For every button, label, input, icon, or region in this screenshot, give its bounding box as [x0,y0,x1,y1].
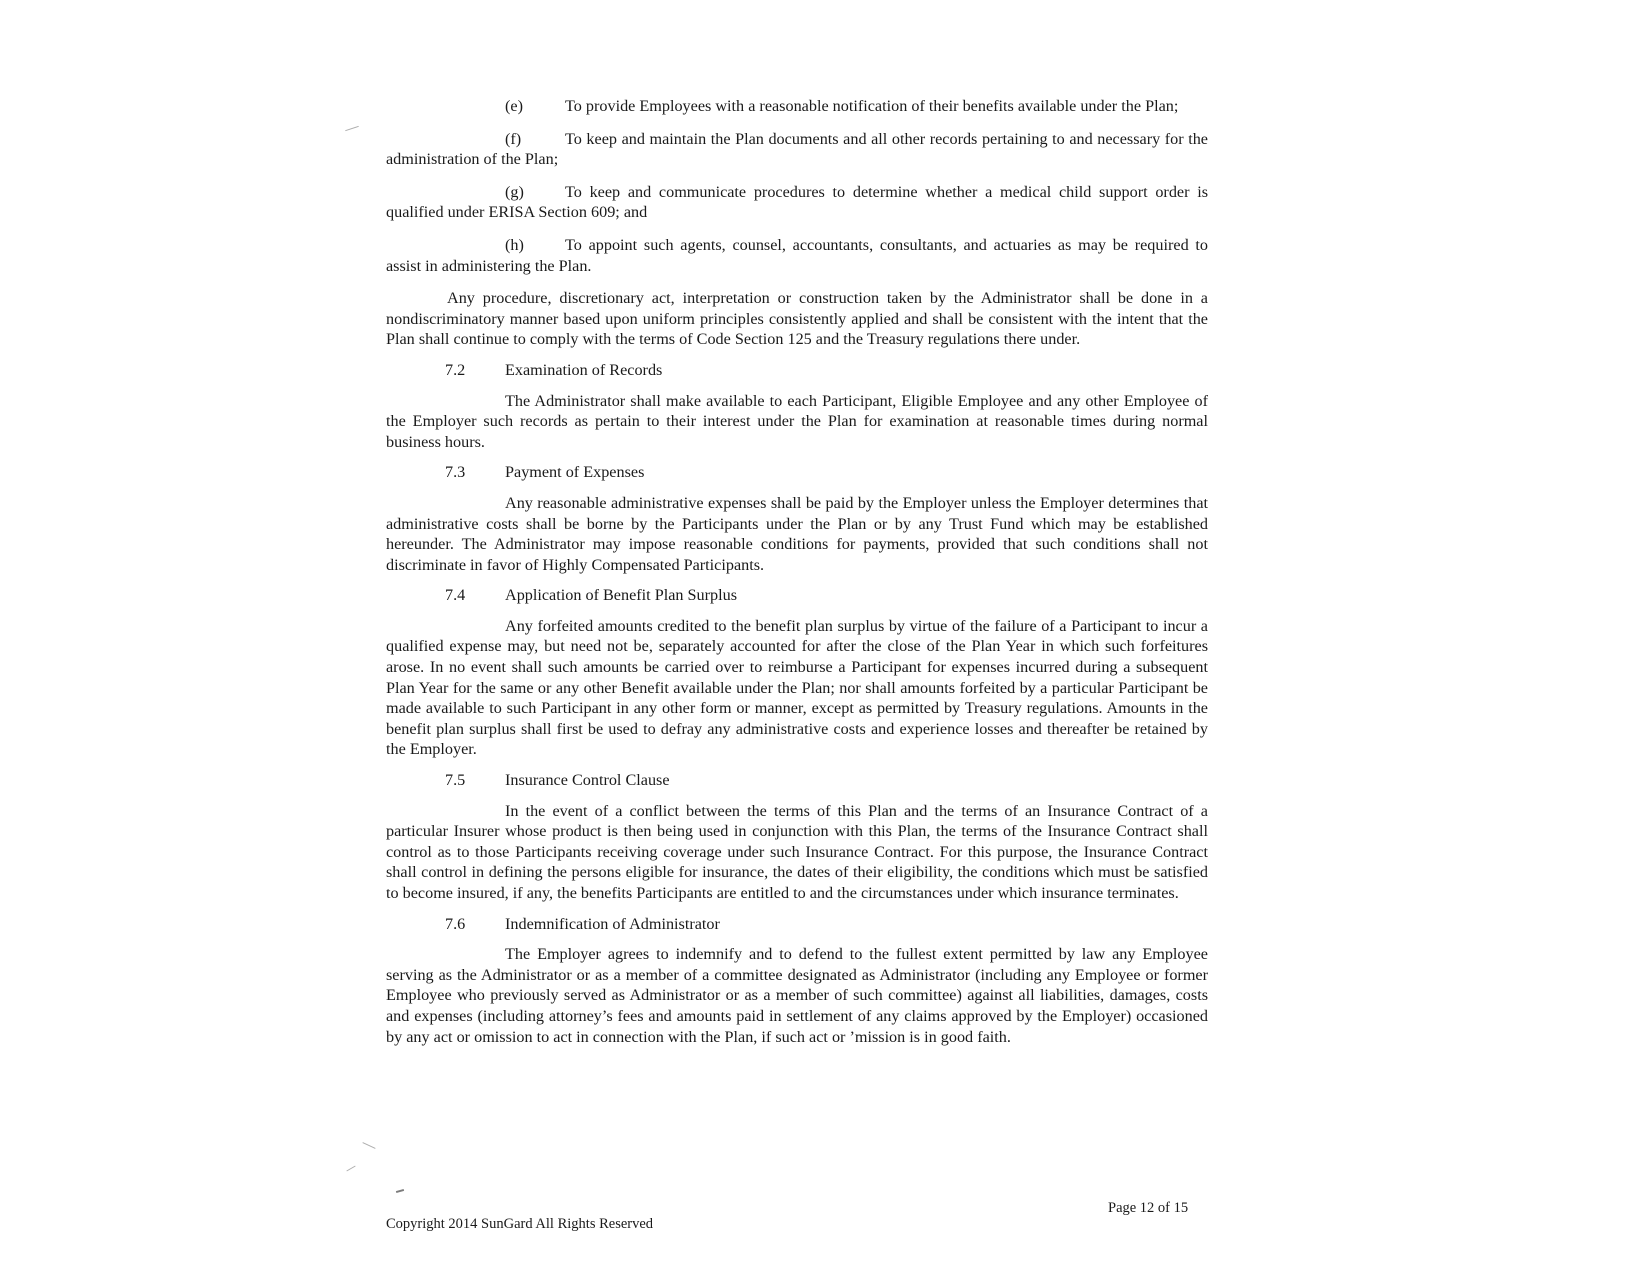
page-number: Page 12 of 15 [1108,1200,1189,1216]
section-body-7-2: The Administrator shall make available to each Participant, Eligible Employee and any other Employee of the Employer such records as pertain to their interest under the Plan for examination at reasonable times during normal business hours. [386,391,1208,451]
section-title: Payment of Expenses [505,463,645,482]
section-number: 7.2 [445,360,466,379]
clause-h [386,235,1208,276]
section-heading-7-5 [386,770,1208,791]
clause-marker: (f) [505,129,522,148]
section-body-7-6: The Employer agrees to indemnify and to defend to the fullest extent permitted by law any Employee serving as the Administrator or as a member of a committee designated as Administrator (including any Employee or former Employee who previously served as Administrator or as a member of such committee) against all liabilities, damages, costs and expenses (including attorney’s fees and amounts paid in settlement of any claims approved by the Employer) occasioned by any act or omission to act in connection with the Plan, if such act or ’mission is in good faith. [386,945,1208,1046]
section-heading-7-4 [386,585,1208,606]
clause-marker: (e) [505,97,523,115]
clause-text: To appoint such agents, counsel, accountants, consultants, and actuaries as may be required to assist in administering the Plan. [386,235,1208,275]
section-number: 7.4 [445,586,466,605]
clause-text: To keep and communicate procedures to determine whether a medical child support order is qualified under ERISA Section 609; and [386,182,1208,222]
clause-text: To keep and maintain the Plan documents and all other records pertaining to and necessary for the administration of the Plan; [386,129,1208,169]
clause-f [386,129,1208,170]
scan-artifact-4 [396,1189,404,1193]
closing-paragraph: Any procedure, discretionary act, interpretation or construction taken by the Administrator shall be done in a nondiscriminatory manner based upon uniform principles consistently applied and shall be consistent with the intent that the Plan shall continue to comply with the terms of Code Section 125 and the Treasury regulations there under. [386,289,1208,349]
section-title: Insurance Control Clause [505,771,670,790]
clause-g [386,182,1208,223]
clause-text: To provide Employees with a reasonable notification of their benefits available under the Plan; [565,97,1179,115]
section-heading-7-6 [386,914,1208,935]
section-title: Application of Benefit Plan Surplus [505,586,737,605]
clause-marker: (g) [505,182,524,201]
clause-marker: (h) [505,235,524,254]
clause-e [386,96,1208,117]
section-title: Examination of Records [505,360,663,379]
scan-artifact-3 [346,1166,355,1172]
copyright-notice: Copyright 2014 SunGard All Rights Reserved [386,1216,654,1232]
section-body-7-3: Any reasonable administrative expenses shall be paid by the Employer unless the Employer determines that administrative costs shall be borne by the Participants under the Plan or by any Trust Fund which may be established hereunder. The Administrator may impose reasonable conditions for payments, provided that such conditions shall not discriminate in favor of Highly Compensated Participants. [386,493,1208,574]
section-number: 7.3 [445,463,466,482]
section-number: 7.6 [445,914,466,933]
section-title: Indemnification of Administrator [505,914,720,933]
section-body-7-5: In the event of a conflict between the terms of this Plan and the terms of an Insurance Contract of a particular Insurer whose product is then being used in conjunction with this Plan, the terms of the Insurance Contract shall control as to those Participants receiving coverage under such Insurance Contract. For this purpose, the Insurance Contract shall control in defining the persons eligible for insurance, the dates of their eligibility, the conditions which must be satisfied to become insured, if any, the benefits Participants are entitled to and the circumstances under which insurance terminates. [386,801,1208,902]
section-heading-7-3 [386,462,1208,483]
section-body-7-4: Any forfeited amounts credited to the benefit plan surplus by virtue of the failure of a Participant to incur a qualified expense may, but need not be, separately accounted for after the close of the Plan Year in which such forfeitures arose. In no event shall such amounts be carried over to reimburse a Participant for expenses incurred during a subsequent Plan Year for the same or any other Benefit available under the Plan; nor shall amounts forfeited by a particular Participant be made available to such Participant in any other form or manner, except as permitted by Treasury regulations. Amounts in the benefit plan surplus shall first be used to defray any administrative costs and experience losses and thereafter be retained by the Employer. [386,616,1208,759]
section-number: 7.5 [445,771,466,790]
section-heading-7-2 [386,360,1208,381]
document-body [386,96,1208,1057]
scan-artifact-1 [345,126,359,131]
scan-artifact-2 [362,1142,375,1149]
